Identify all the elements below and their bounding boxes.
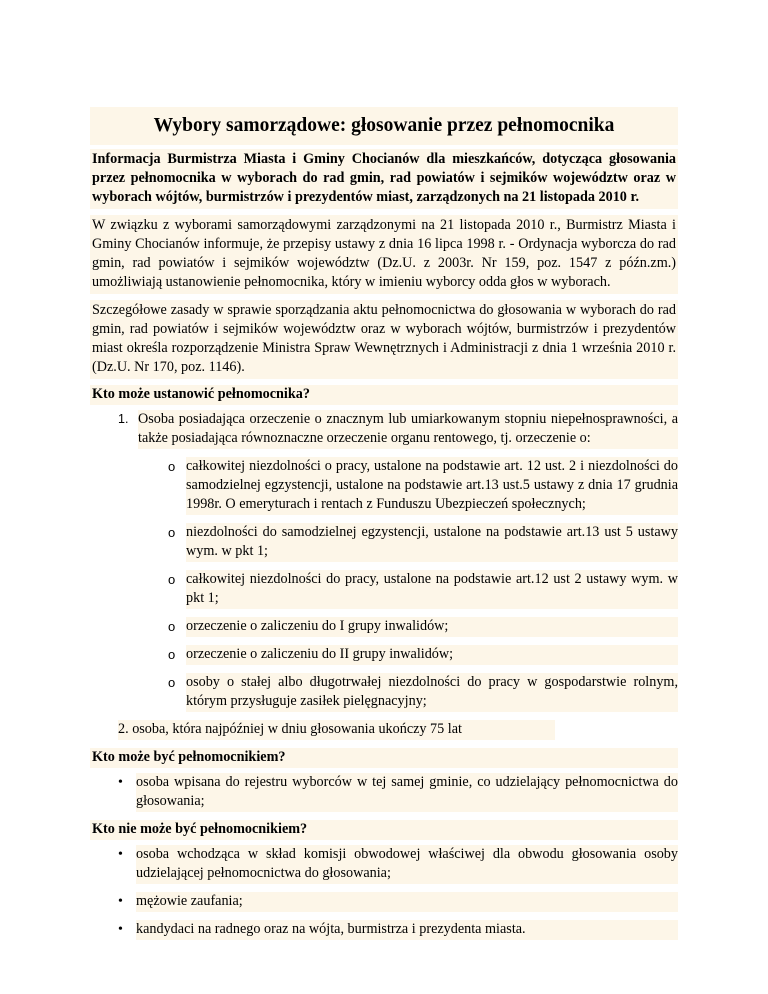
sub-list-item bbox=[168, 617, 678, 637]
section-heading-who-can-be-proxy: Kto może być pełnomocnikiem? bbox=[90, 748, 678, 768]
bullet-icon: • bbox=[118, 847, 123, 862]
section-heading-who-can-appoint: Kto może ustanowić pełnomocnika? bbox=[90, 385, 678, 405]
lead-paragraph: Informacja Burmistrza Miasta i Gminy Chocianów dla mieszkańców, dotycząca głosowania przez pełnomocnika w wyborach do rad gmin, rad powiatów i sejmików województw oraz w wyborach wójtów, burmistrzów i prezydentów miast, zarządzonych na 21 listopada 2010 r. bbox=[90, 149, 678, 209]
sub-list-item-text: całkowitej niezdolności o pracy, ustalone na podstawie art. 12 ust. 2 i niezdolności do samodzielnej egzystencji, ustalone na podstawie art.13 ust.5 ustawy z dnia 17 grudnia 1998r. O emeryturach i rentach z Funduszu Ubezpieczeń społecznych; bbox=[186, 457, 678, 515]
bullet-item bbox=[118, 773, 678, 812]
bullet-icon: • bbox=[118, 922, 123, 937]
circle-bullet-icon: o bbox=[168, 459, 176, 474]
paragraph-2: Szczegółowe zasady w sprawie sporządzania aktu pełnomocnictwa do głosowania w wyborach do rad gmin, rad powiatów i sejmików województw oraz w wyborach wójtów, burmistrzów i prezydentów miast określa rozporządzenie Ministra Spraw Wewnętrznych i Administracji z dnia 1 września 2010 r. (Dz.U. Nr 170, poz. 1146). bbox=[90, 300, 678, 379]
circle-bullet-icon: o bbox=[168, 647, 176, 662]
sub-list-item bbox=[168, 457, 678, 515]
bullet-item-text: kandydaci na radnego oraz na wójta, burmistrza i prezydenta miasta. bbox=[136, 920, 678, 940]
paragraph-1: W związku z wyborami samorządowymi zarządzonymi na 21 listopada 2010 r., Burmistrz Miasta i Gminy Chocianów informuje, że przepisy ustawy z dnia 16 lipca 1998 r. - Ordynacja wyborcza do rad gmin, rad powiatów i sejmików województw (Dz.U. z 2003r. Nr 159, poz. 1547 z późn.zm.) umożliwiają ustanowienie pełnomocnika, który w imieniu wyborcy odda głos w wyborach. bbox=[90, 215, 678, 294]
list-item-text bbox=[118, 720, 555, 740]
page-title: Wybory samorządowe: głosowanie przez pełnomocnika bbox=[90, 107, 678, 145]
bullet-item-text: osoba wpisana do rejestru wyborców w tej samej gminie, co udzielający pełnomocnictwa do głosowania; bbox=[136, 773, 678, 812]
circle-bullet-icon: o bbox=[168, 619, 176, 634]
list-number: 2. bbox=[118, 721, 129, 737]
sub-list-item-text: orzeczenie o zaliczeniu do I grupy inwalidów; bbox=[186, 617, 678, 637]
bullet-item-text: mężowie zaufania; bbox=[136, 892, 678, 912]
list-item bbox=[118, 410, 678, 449]
sub-list-item-text: orzeczenie o zaliczeniu do II grupy inwalidów; bbox=[186, 645, 678, 665]
sub-list-item-text: osoby o stałej albo długotrwałej niezdolności do pracy w gospodarstwie rolnym, którym przysługuje zasiłek pielęgnacyjny; bbox=[186, 673, 678, 712]
document-page bbox=[90, 107, 678, 948]
sub-list-item-text: całkowitej niezdolności do pracy, ustalone na podstawie art.12 ust 2 ustawy wym. w pkt 1; bbox=[186, 570, 678, 609]
list-number: 1. bbox=[118, 412, 129, 426]
bullet-item bbox=[118, 920, 678, 940]
sub-list-item bbox=[168, 523, 678, 562]
bullet-icon: • bbox=[118, 894, 123, 909]
sub-list-item bbox=[168, 673, 678, 712]
sub-list-item bbox=[168, 570, 678, 609]
section-heading-who-cannot-be-proxy: Kto nie może być pełnomocnikiem? bbox=[90, 820, 678, 840]
bullet-item-text: osoba wchodząca w skład komisji obwodowej właściwej dla obwodu głosowania osoby udzielającej pełnomocnictwa do głosowania; bbox=[136, 845, 678, 884]
list-item-body: osoba, która najpóźniej w dniu głosowania ukończy 75 lat bbox=[132, 721, 462, 737]
circle-bullet-icon: o bbox=[168, 572, 176, 587]
bullet-icon: • bbox=[118, 775, 123, 790]
list-item bbox=[118, 720, 678, 740]
bullet-item bbox=[118, 845, 678, 884]
circle-bullet-icon: o bbox=[168, 675, 176, 690]
list-item-text: Osoba posiadająca orzeczenie o znacznym lub umiarkowanym stopniu niepełnosprawności, a także posiadająca równoznaczne orzeczenie organu rentowego, tj. orzeczenie o: bbox=[138, 410, 678, 449]
sub-list-item bbox=[168, 645, 678, 665]
circle-bullet-icon: o bbox=[168, 525, 176, 540]
bullet-item bbox=[118, 892, 678, 912]
sub-list-item-text: niezdolności do samodzielnej egzystencji, ustalone na podstawie art.13 ust 5 ustawy wym. w pkt 1; bbox=[186, 523, 678, 562]
